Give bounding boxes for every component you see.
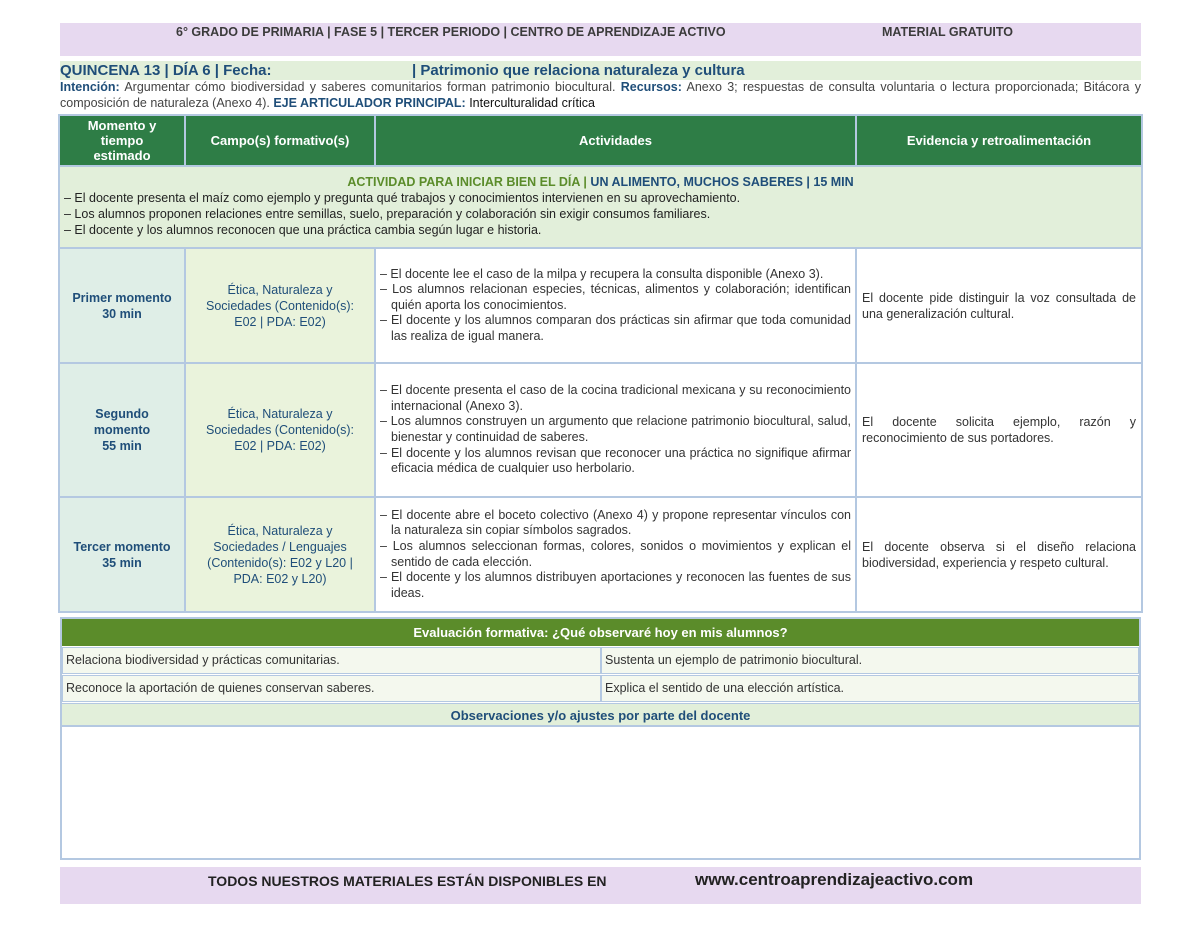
intencion-text: Argumentar cómo biodiversidad y saberes comunitarios forman patrimonio biocultural. xyxy=(124,80,616,94)
activity-item: – El docente presenta el caso de la cocina tradicional mexicana y su reconocimiento internacional (Anexo 3). xyxy=(380,383,851,413)
moment-label: Tercer momento xyxy=(73,539,171,554)
eje-text: Interculturalidad crítica xyxy=(469,95,595,110)
campo-cell: Ética, Naturaleza y Sociedades (Contenido(s): E02 | PDA: E02) xyxy=(185,248,375,363)
evaluation-item: Relaciona biodiversidad y prácticas comunitarias. xyxy=(62,647,601,674)
start-line: – El docente y los alumnos reconocen que una práctica cambia según lugar e historia. xyxy=(64,223,542,237)
start-activity-row xyxy=(59,166,1142,248)
moment-time: 35 min xyxy=(102,555,142,570)
activities-cell xyxy=(375,248,856,363)
evaluation-item: Explica el sentido de una elección artística. xyxy=(601,675,1139,702)
footer-banner xyxy=(60,867,1141,904)
eje-label: EJE ARTICULADOR PRINCIPAL: xyxy=(273,95,466,110)
moment-time: 55 min xyxy=(102,439,142,453)
moment-time: 30 min xyxy=(102,306,142,321)
intent-block xyxy=(60,80,1141,111)
start-title-text: ACTIVIDAD PARA INICIAR BIEN EL DÍA | xyxy=(347,175,587,189)
header-moment: Momento y tiempo estimado xyxy=(59,115,185,166)
recursos-label: Recursos: xyxy=(620,80,682,94)
start-line: – Los alumnos proponen relaciones entre semillas, suelo, preparación y colaboración sin exigir consumos familiares. xyxy=(64,207,711,221)
activity-item: – El docente y los alumnos revisan que reconocer una práctica no signifique afirmar eficacia médica de cualquier uso herbolario. xyxy=(380,445,851,476)
table-row xyxy=(59,248,1142,363)
activities-cell xyxy=(375,497,856,612)
recursos-text: Anexo 3; respuestas de consulta voluntaria o lectura proporcionada; Bitácora y composición de naturaleza (Anexo 4). xyxy=(60,80,1141,110)
activity-item: – El docente lee el caso de la milpa y recupera la consulta disponible (Anexo 3). xyxy=(380,266,824,281)
lesson-topic: | Patrimonio que relaciona naturaleza y cultura xyxy=(412,62,745,79)
observations-area[interactable] xyxy=(62,727,1139,858)
moment-cell xyxy=(59,363,185,497)
evaluation-item: Sustenta un ejemplo de patrimonio biocultural. xyxy=(601,647,1139,674)
evidence-cell: El docente solicita ejemplo, razón y reconocimiento de sus portadores. xyxy=(856,363,1142,497)
activity-item: – Los alumnos seleccionan formas, colores, sonidos o movimientos y explican el sentido de cada elección. xyxy=(380,538,851,569)
evidence-cell: El docente pide distinguir la voz consultada de una generalización cultural. xyxy=(856,248,1142,363)
evaluation-item: Reconoce la aportación de quienes conservan saberes. xyxy=(62,675,601,702)
activities-cell xyxy=(375,363,856,497)
evaluation-section xyxy=(60,617,1141,860)
start-line: – El docente presenta el maíz como ejemplo y pregunta qué trabajos y conocimientos intervienen en su aprovechamiento. xyxy=(64,191,741,205)
moment-label: Primer momento xyxy=(72,290,172,305)
moment-label: Segundo momento xyxy=(93,407,151,437)
banner-right-text: MATERIAL GRATUITO xyxy=(882,25,1014,39)
observations-title: Observaciones y/o ajustes por parte del docente xyxy=(62,703,1139,727)
footer-url-link[interactable]: www.centroaprendizajeactivo.com xyxy=(695,870,974,889)
evaluation-title: Evaluación formativa: ¿Qué observaré hoy en mis alumnos? xyxy=(62,619,1139,646)
header-evidencia: Evidencia y retroalimentación xyxy=(856,115,1142,166)
intencion-label: Intención: xyxy=(60,80,120,94)
moment-cell xyxy=(59,497,185,612)
plan-table xyxy=(58,114,1143,613)
activity-item: – El docente y los alumnos comparan dos prácticas sin afirmar que toda comunidad las realiza de igual manera. xyxy=(380,313,851,343)
lesson-title: QUINCENA 13 | DÍA 6 | Fecha: xyxy=(60,62,272,79)
footer-text: TODOS NUESTROS MATERIALES ESTÁN DISPONIBLES EN xyxy=(208,873,607,889)
header-campo: Campo(s) formativo(s) xyxy=(185,115,375,166)
title-bar xyxy=(60,61,1141,80)
activity-item: – Los alumnos construyen un argumento que relacione patrimonio biocultural, salud, bienestar y continuidad de saberes. xyxy=(380,414,851,444)
header-actividades: Actividades xyxy=(375,115,856,166)
evidence-cell: El docente observa si el diseño relaciona biodiversidad, experiencia y respeto cultural. xyxy=(856,497,1142,612)
top-banner xyxy=(60,23,1141,56)
table-row xyxy=(59,497,1142,612)
table-row xyxy=(59,363,1142,497)
table-header-row xyxy=(59,115,1142,166)
activity-item: – Los alumnos relacionan especies, técnicas, alimentos y colaboración; identifican quién aporta los conocimientos. xyxy=(380,282,851,312)
banner-left-text: 6° GRADO DE PRIMARIA | FASE 5 | TERCER PERIODO | CENTRO DE APRENDIZAJE ACTIVO xyxy=(176,25,726,39)
start-activity-cell xyxy=(59,166,1142,248)
campo-cell: Ética, Naturaleza y Sociedades (Contenido(s): E02 | PDA: E02) xyxy=(185,363,375,497)
start-subtitle-text: UN ALIMENTO, MUCHOS SABERES | 15 MIN xyxy=(590,175,854,189)
activity-item: – El docente y los alumnos distribuyen aportaciones y reconocen las fuentes de sus ideas. xyxy=(380,570,851,600)
activity-item: – El docente abre el boceto colectivo (Anexo 4) y propone representar vínculos con la naturaleza sin copiar símbolos sagrados. xyxy=(380,507,851,538)
start-activity-title xyxy=(64,175,1137,190)
moment-cell xyxy=(59,248,185,363)
campo-cell: Ética, Naturaleza y Sociedades / Lenguajes (Contenido(s): E02 y L20 | PDA: E02 y L20) xyxy=(185,497,375,612)
